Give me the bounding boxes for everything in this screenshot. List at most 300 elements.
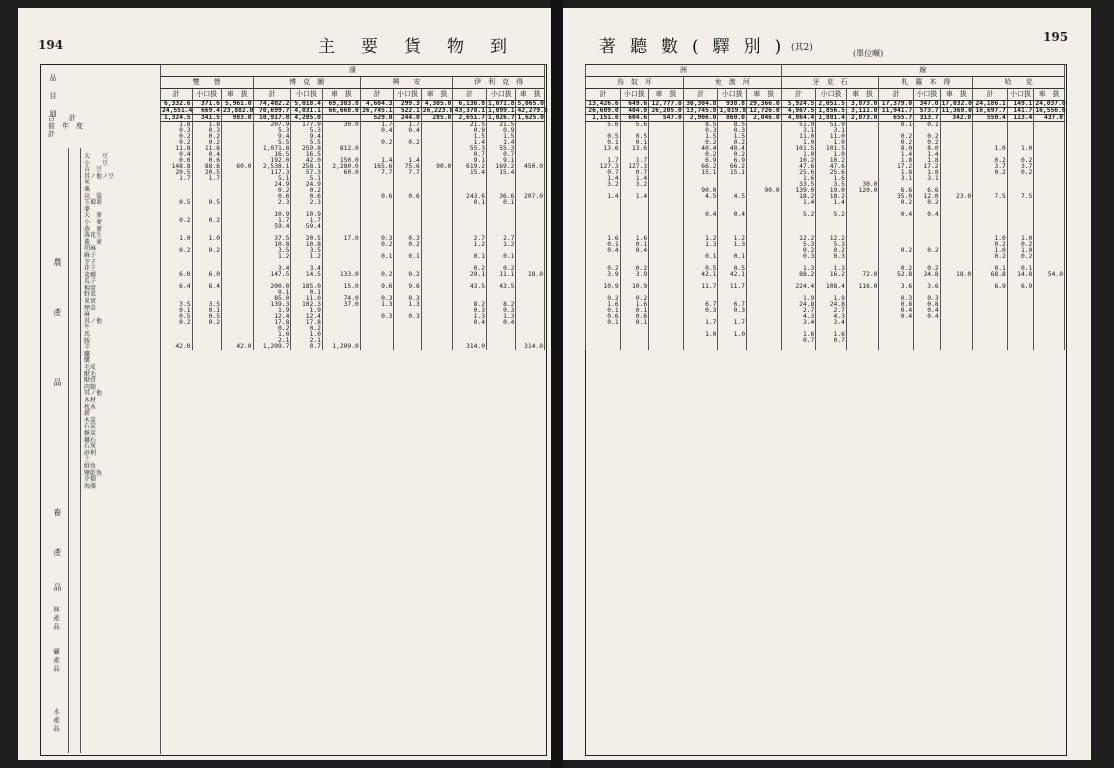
table-cell: 1.7 bbox=[291, 218, 323, 224]
table-cell: 5.3 bbox=[253, 128, 291, 134]
table-cell: 17.8 bbox=[291, 320, 323, 326]
table-cell: 60.0 bbox=[322, 170, 360, 176]
summary-cell: 1,099.1 bbox=[488, 107, 515, 114]
sub-header: 小口扱 bbox=[914, 89, 940, 101]
sub-header: 小口扱 bbox=[718, 89, 747, 101]
summary-cell: 16,556.0 bbox=[1035, 107, 1066, 114]
table-cell: 34.8 bbox=[914, 272, 940, 278]
item-name: 蕎 麥 bbox=[84, 238, 103, 246]
table-cell: 0.1 bbox=[973, 266, 1008, 272]
summary-cell: 341.5 bbox=[192, 115, 221, 122]
table-cell: 0.4 bbox=[192, 152, 221, 158]
summary-cell: 1,151.6 bbox=[586, 115, 621, 122]
item-name: 石炭 bbox=[84, 423, 97, 431]
item-name: 玉蜀黍 bbox=[84, 199, 103, 207]
table-cell bbox=[586, 344, 621, 350]
table-cell: 59.4 bbox=[291, 224, 323, 230]
summary-cell: 70,699.7 bbox=[253, 108, 291, 115]
table-cell: 0.2 bbox=[192, 140, 221, 146]
table-cell: 1.8 bbox=[914, 170, 940, 176]
table-cell: 0.9 bbox=[487, 128, 516, 134]
summary-cell: 5,961.0 bbox=[221, 101, 253, 108]
table-cell: 2.7 bbox=[487, 236, 516, 242]
table-cell bbox=[781, 344, 816, 350]
table-cell: 1.6 bbox=[781, 332, 816, 338]
table-cell: 0.2 bbox=[586, 266, 621, 272]
item-name: 粟 bbox=[84, 185, 91, 193]
station-header: 興 安 bbox=[360, 77, 453, 89]
table-cell: 1.3 bbox=[394, 302, 421, 308]
table-cell: 8.2 bbox=[453, 302, 487, 308]
table-cell: 0.4 bbox=[394, 128, 421, 134]
table-cell: 66.2 bbox=[718, 164, 747, 170]
table-cell: 207.9 bbox=[253, 122, 291, 129]
table-cell: 35.0 bbox=[879, 194, 914, 200]
table-cell: 54.0 bbox=[1034, 272, 1065, 278]
sub-header: 小口扱 bbox=[487, 89, 516, 101]
table-cell: 812.0 bbox=[322, 146, 360, 152]
table-cell: 127.3 bbox=[620, 164, 649, 170]
table-cell: 0.4 bbox=[683, 212, 718, 218]
item-name: 麥 bbox=[84, 205, 91, 213]
table-cell: 0.2 bbox=[879, 134, 914, 140]
table-cell: 18.2 bbox=[781, 194, 816, 200]
table-cell: 23.0 bbox=[940, 194, 973, 200]
sub-header: 小口扱 bbox=[291, 89, 323, 101]
table-cell: 1.3 bbox=[453, 314, 487, 320]
table-cell: 0.5 bbox=[683, 266, 718, 272]
table-cell: 1.9 bbox=[781, 296, 816, 302]
table-cell: 18.0 bbox=[516, 272, 545, 278]
table-cell: 7.5 bbox=[973, 194, 1008, 200]
table-cell: 314.0 bbox=[453, 344, 487, 350]
summary-cell: 649.6 bbox=[620, 101, 649, 108]
table-cell: 1.3 bbox=[781, 266, 816, 272]
sub-header: 計 bbox=[683, 89, 718, 101]
table-cell: 1.0 bbox=[291, 332, 323, 338]
table-cell: 1.6 bbox=[586, 236, 621, 242]
table-cell: 1.2 bbox=[453, 242, 487, 248]
row-header-left: 品 目 別 bbox=[49, 74, 57, 119]
table-cell: 0.3 bbox=[360, 236, 394, 242]
table-cell: 0.2 bbox=[879, 140, 914, 146]
table-cell: 0.3 bbox=[683, 128, 718, 134]
table-cell: 0.2 bbox=[781, 248, 816, 254]
table-cell: 243.6 bbox=[453, 194, 487, 200]
table-cell: 55.3 bbox=[453, 146, 487, 152]
table-cell: 0.3 bbox=[718, 128, 747, 134]
summary-cell: 4,031.1 bbox=[291, 108, 323, 115]
table-cell: 40.4 bbox=[683, 146, 718, 152]
table-cell: 0.6 bbox=[620, 314, 649, 320]
item-name: 菜種 bbox=[84, 271, 97, 279]
table-cell: 0.5 bbox=[586, 134, 621, 140]
sub-header: 小口扱 bbox=[816, 89, 847, 101]
sub-header: 計 bbox=[360, 89, 394, 101]
table-cell: 90.0 bbox=[683, 188, 718, 194]
table-cell: 24.8 bbox=[781, 302, 816, 308]
table-cell: 3.4 bbox=[291, 266, 323, 272]
table-cell: 258.1 bbox=[291, 164, 323, 170]
table-cell: 1.6 bbox=[620, 236, 649, 242]
table-cell: 3.4 bbox=[816, 320, 847, 326]
summary-cell: 11,368.0 bbox=[941, 107, 972, 114]
item-name: 麻 bbox=[84, 311, 91, 319]
summary-cell: 2,873.0 bbox=[846, 115, 879, 122]
table-cell: 0.7 bbox=[453, 152, 487, 158]
item-name: 豚 bbox=[84, 337, 91, 345]
table-cell: 0.3 bbox=[781, 254, 816, 260]
item-name: 煙草 bbox=[84, 304, 97, 312]
table-cell: 0.1 bbox=[586, 242, 621, 248]
item-name: 薪 bbox=[84, 410, 91, 418]
summary-cell: 1,881.4 bbox=[816, 115, 847, 122]
item-name: 其ノ他ノ豆 bbox=[84, 172, 115, 180]
page-number-left: 194 bbox=[38, 38, 64, 52]
table-cell bbox=[879, 344, 914, 350]
data-table-right bbox=[585, 64, 1065, 350]
summary-cell: 12,777.0 bbox=[649, 101, 684, 108]
table-cell: 0.2 bbox=[161, 140, 193, 146]
table-cell: 42.0 bbox=[161, 344, 193, 350]
table-cell bbox=[940, 344, 973, 350]
table-cell: 1.7 bbox=[718, 320, 747, 326]
sub-header: 小口扱 bbox=[620, 89, 649, 101]
table-cell: 10.9 bbox=[253, 212, 291, 218]
table-cell: 5.1 bbox=[291, 176, 323, 182]
table-cell: 11.7 bbox=[718, 284, 747, 290]
item-name: 獸毛 bbox=[84, 370, 97, 378]
table-cell bbox=[649, 344, 684, 350]
table-cell: 3.1 bbox=[914, 176, 940, 182]
sub-header: 計 bbox=[879, 89, 914, 101]
table-cell: 2.1 bbox=[253, 338, 291, 344]
summary-cell: 285.0 bbox=[421, 115, 453, 122]
summary-cell: 2,651.7 bbox=[453, 115, 487, 122]
table-cell: 0.2 bbox=[683, 152, 718, 158]
table-cell: 2.3 bbox=[253, 200, 291, 206]
table-cell: 43.5 bbox=[453, 284, 487, 290]
table-cell: 13.6 bbox=[620, 146, 649, 152]
right-page bbox=[563, 8, 1091, 760]
table-cell: 3.6 bbox=[914, 284, 940, 290]
summary-cell: 604.6 bbox=[620, 115, 649, 122]
table-cell: 0.2 bbox=[1007, 254, 1033, 260]
table-cell: 619.2 bbox=[453, 164, 487, 170]
table-cell: 0.4 bbox=[453, 320, 487, 326]
table-cell: 40.4 bbox=[718, 146, 747, 152]
table-cell: 6.7 bbox=[683, 302, 718, 308]
table-cell: 0.2 bbox=[453, 266, 487, 272]
summary-cell: 6,136.8 bbox=[453, 101, 487, 108]
table-cell: 0.9 bbox=[453, 128, 487, 134]
table-cell: 0.2 bbox=[620, 266, 649, 272]
summary-cell: 69,383.8 bbox=[322, 101, 360, 108]
table-cell: 0.7 bbox=[586, 170, 621, 176]
summary-cell: 24,037.0 bbox=[1035, 100, 1066, 107]
table-cell: 10.9 bbox=[586, 284, 621, 290]
group-header: 線 bbox=[781, 65, 1064, 77]
table-cell: 21.5 bbox=[453, 122, 487, 129]
table-cell: 2.7 bbox=[816, 308, 847, 314]
table-cell: 1.2 bbox=[291, 254, 323, 260]
table-cell: 21.5 bbox=[487, 122, 516, 129]
table-cell: 6.4 bbox=[161, 284, 193, 290]
table-cell: 1.0 bbox=[1007, 236, 1033, 242]
table-cell: 0.2 bbox=[620, 296, 649, 302]
summary-cell: 1,019.8 bbox=[719, 107, 746, 114]
category-label: 產 bbox=[53, 308, 62, 318]
table-cell: 12.4 bbox=[291, 314, 323, 320]
table-cell: 0.1 bbox=[192, 308, 221, 314]
table-cell: 17.2 bbox=[879, 164, 914, 170]
table-cell: 8.0 bbox=[914, 146, 940, 152]
table-cell: 0.3 bbox=[360, 296, 394, 302]
table-cell: 0.1 bbox=[453, 200, 487, 206]
table-cell: 1.5 bbox=[453, 134, 487, 140]
summary-cell: 2,046.0 bbox=[746, 115, 781, 122]
table-cell: 55.3 bbox=[487, 146, 516, 152]
table-cell: 11.0 bbox=[781, 134, 816, 140]
table-cell: 0.2 bbox=[161, 320, 193, 326]
table-cell: 1.0 bbox=[718, 332, 747, 338]
table-cell: 0.1 bbox=[487, 200, 516, 206]
table-cell: 9.1 bbox=[487, 158, 516, 164]
summary-cell: 26,205.0 bbox=[649, 108, 684, 115]
table-cell: 169.2 bbox=[487, 164, 516, 170]
summary-cell: 404.0 bbox=[620, 108, 649, 115]
table-cell: 6.0 bbox=[161, 272, 193, 278]
table-cell: 1.8 bbox=[914, 158, 940, 164]
table-cell: 4.5 bbox=[683, 194, 718, 200]
sub-header: 小口扱 bbox=[192, 89, 221, 101]
table-cell: 3.1 bbox=[879, 176, 914, 182]
table-cell: 0.2 bbox=[816, 248, 847, 254]
table-cell: 1.8 bbox=[161, 122, 193, 129]
summary-cell: 5,065.0 bbox=[517, 100, 544, 107]
summary-cell: 4,305.0 bbox=[421, 101, 453, 108]
table-cell: 0.1 bbox=[620, 320, 649, 326]
page-number-right: 195 bbox=[1043, 30, 1069, 44]
item-name: 瓜子 bbox=[84, 278, 97, 286]
table-cell: 1.7 bbox=[586, 158, 621, 164]
table-cell bbox=[973, 344, 1008, 350]
item-name: 小 豆 bbox=[84, 159, 109, 167]
sub-header: 小口扱 bbox=[1007, 89, 1033, 101]
table-cell: 1.7 bbox=[253, 218, 291, 224]
table-cell: 0.2 bbox=[291, 326, 323, 332]
table-cell: 0.1 bbox=[586, 140, 621, 146]
table-cell: 0.2 bbox=[487, 266, 516, 272]
category-label: 礦產品 bbox=[52, 648, 60, 674]
table-cell: 314.0 bbox=[516, 344, 545, 350]
table-cell: 117.3 bbox=[253, 170, 291, 176]
table-cell: 4.5 bbox=[718, 194, 747, 200]
category-label: 畜 bbox=[53, 508, 62, 518]
table-cell: 1.0 bbox=[683, 332, 718, 338]
table-cell bbox=[846, 344, 879, 350]
table-cell: 3.5 bbox=[161, 302, 193, 308]
table-cell: 2,280.0 bbox=[322, 164, 360, 170]
table-cell: 1.4 bbox=[453, 140, 487, 146]
table-cell: 3.5 bbox=[192, 302, 221, 308]
book-gutter bbox=[551, 0, 563, 768]
item-name: 海藻 bbox=[84, 482, 97, 490]
table-cell: 0.3 bbox=[360, 314, 394, 320]
sub-header: 計 bbox=[781, 89, 816, 101]
table-cell: 0.5 bbox=[161, 314, 193, 320]
table-cell: 0.2 bbox=[192, 248, 221, 254]
item-name: 土 bbox=[84, 456, 91, 464]
table-cell: 16.5 bbox=[253, 152, 291, 158]
table-cell: 0.4 bbox=[161, 152, 193, 158]
item-name: 鮮魚 bbox=[84, 462, 97, 470]
table-cell: 5.3 bbox=[816, 242, 847, 248]
summary-cell: 43,378.1 bbox=[454, 107, 485, 114]
table-cell: 12.2 bbox=[781, 236, 816, 242]
data-table-left bbox=[160, 64, 548, 350]
item-name: 鑛石 bbox=[84, 436, 97, 444]
table-cell: 0.2 bbox=[914, 248, 940, 254]
table-cell: 3.4 bbox=[253, 266, 291, 272]
summary-cell: 1,071.8 bbox=[488, 100, 515, 107]
table-cell: 17.8 bbox=[253, 320, 291, 326]
station-header: 牙 克 石 bbox=[781, 77, 879, 89]
table-cell: 192.0 bbox=[253, 158, 291, 164]
item-name: 蘇子 bbox=[84, 251, 97, 259]
table-cell bbox=[683, 344, 718, 350]
table-cell: 0.2 bbox=[879, 266, 914, 272]
table-cell: 74.0 bbox=[322, 296, 360, 302]
item-name: 木炭 bbox=[84, 416, 97, 424]
table-cell: 0.2 bbox=[683, 140, 718, 146]
station-header: 免 渡 河 bbox=[683, 77, 781, 89]
table-cell: 1.2 bbox=[253, 254, 291, 260]
item-name: 野菜 bbox=[84, 291, 97, 299]
table-cell: 17.2 bbox=[914, 164, 940, 170]
table-cell: 8.5 bbox=[683, 122, 718, 129]
table-cell: 0.4 bbox=[879, 308, 914, 314]
table-cell: 14.5 bbox=[291, 272, 323, 278]
table-cell: 29.1 bbox=[453, 272, 487, 278]
table-cell: 0.6 bbox=[360, 194, 394, 200]
table-cell: 5.2 bbox=[781, 212, 816, 218]
table-cell: 0.1 bbox=[161, 308, 193, 314]
table-cell: 1.3 bbox=[683, 242, 718, 248]
left-page bbox=[18, 8, 551, 760]
table-cell bbox=[487, 344, 516, 350]
table-cell: 60.0 bbox=[221, 164, 253, 170]
table-cell: 1.3 bbox=[718, 242, 747, 248]
summary-cell: 437.0 bbox=[1034, 115, 1065, 122]
table-cell: 116.0 bbox=[846, 284, 879, 290]
table-cell: 72.0 bbox=[846, 272, 879, 278]
table-cell: 5.5 bbox=[291, 140, 323, 146]
table-cell: 185.0 bbox=[291, 284, 323, 290]
item-name: 介類 bbox=[84, 476, 97, 484]
table-cell: 1.4 bbox=[620, 176, 649, 182]
item-name: 驢 bbox=[84, 350, 91, 358]
summary-cell: 347.0 bbox=[914, 101, 940, 108]
table-cell: 85.0 bbox=[253, 296, 291, 302]
table-cell: 42.1 bbox=[718, 272, 747, 278]
table-cell: 0.7 bbox=[487, 152, 516, 158]
table-cell: 0.3 bbox=[192, 128, 221, 134]
table-cell: 25.6 bbox=[781, 170, 816, 176]
table-cell: 24.9 bbox=[291, 182, 323, 188]
summary-cell: 23,882.0 bbox=[222, 107, 254, 114]
item-name: 牛 bbox=[84, 324, 91, 332]
summary-label: 計 bbox=[48, 130, 55, 138]
table-cell: 0.3 bbox=[453, 308, 487, 314]
table-cell: 0.2 bbox=[718, 140, 747, 146]
table-cell: 0.4 bbox=[487, 320, 516, 326]
table-cell: 0.3 bbox=[718, 308, 747, 314]
item-name: 米 bbox=[84, 179, 91, 187]
table-cell bbox=[914, 344, 940, 350]
summary-cell: 983.0 bbox=[221, 115, 253, 122]
table-cell: 11.8 bbox=[161, 146, 193, 152]
sub-header: 計 bbox=[161, 89, 193, 101]
sub-header: 車 扱 bbox=[649, 89, 684, 101]
item-name: 大 豆 bbox=[84, 153, 109, 160]
sub-header: 車 扱 bbox=[846, 89, 879, 101]
table-cell: 2.3 bbox=[291, 200, 323, 206]
item-name: 芥子 bbox=[84, 258, 97, 266]
table-cell: 10.8 bbox=[253, 242, 291, 248]
table-cell: 1.7 bbox=[192, 176, 221, 182]
summary-cell: 4,604.3 bbox=[360, 101, 394, 108]
table-cell: 16.2 bbox=[816, 272, 847, 278]
table-cell: 1.9 bbox=[291, 308, 323, 314]
table-cell: 1.0 bbox=[973, 146, 1008, 152]
table-cell: 1.9 bbox=[253, 308, 291, 314]
table-cell: 0.1 bbox=[487, 254, 516, 260]
table-cell: 0.2 bbox=[161, 134, 193, 140]
table-cell: 1.2 bbox=[683, 236, 718, 242]
table-cell: 6.6 bbox=[879, 188, 914, 194]
table-cell: 0.2 bbox=[192, 134, 221, 140]
table-cell: 0.2 bbox=[973, 242, 1008, 248]
table-cell: 0.1 bbox=[683, 254, 718, 260]
item-name: 胡麻 bbox=[84, 245, 97, 253]
table-cell: 0.2 bbox=[360, 140, 394, 146]
table-row bbox=[586, 344, 1065, 350]
summary-cell: 1,324.5 bbox=[161, 115, 193, 122]
table-cell: 1.0 bbox=[816, 152, 847, 158]
table-cell: 4.3 bbox=[816, 314, 847, 320]
table-cell: 0.1 bbox=[620, 140, 649, 146]
item-name: 燕 麥 bbox=[84, 225, 103, 233]
table-cell: 139.0 bbox=[781, 188, 816, 194]
summary-cell: 547.0 bbox=[649, 115, 684, 122]
table-cell: 1.0 bbox=[1007, 146, 1033, 152]
sub-header: 車 扱 bbox=[516, 89, 545, 101]
summary-cell: 3,873.0 bbox=[846, 101, 879, 108]
station-header: 博 克 圖 bbox=[253, 77, 360, 89]
table-cell: 19.0 bbox=[816, 188, 847, 194]
item-name: 石灰 bbox=[84, 443, 97, 451]
summary-cell: 371.6 bbox=[192, 101, 221, 108]
table-cell: 1.3 bbox=[360, 302, 394, 308]
table-cell: 3.9 bbox=[620, 272, 649, 278]
table-cell: 200.0 bbox=[253, 284, 291, 290]
station-header: 雙 營 bbox=[161, 77, 254, 89]
table-cell: 15.1 bbox=[718, 170, 747, 176]
summary-cell: 342.0 bbox=[940, 115, 973, 122]
summary-cell: 2,906.0 bbox=[683, 115, 718, 122]
table-cell: 450.0 bbox=[516, 164, 545, 170]
